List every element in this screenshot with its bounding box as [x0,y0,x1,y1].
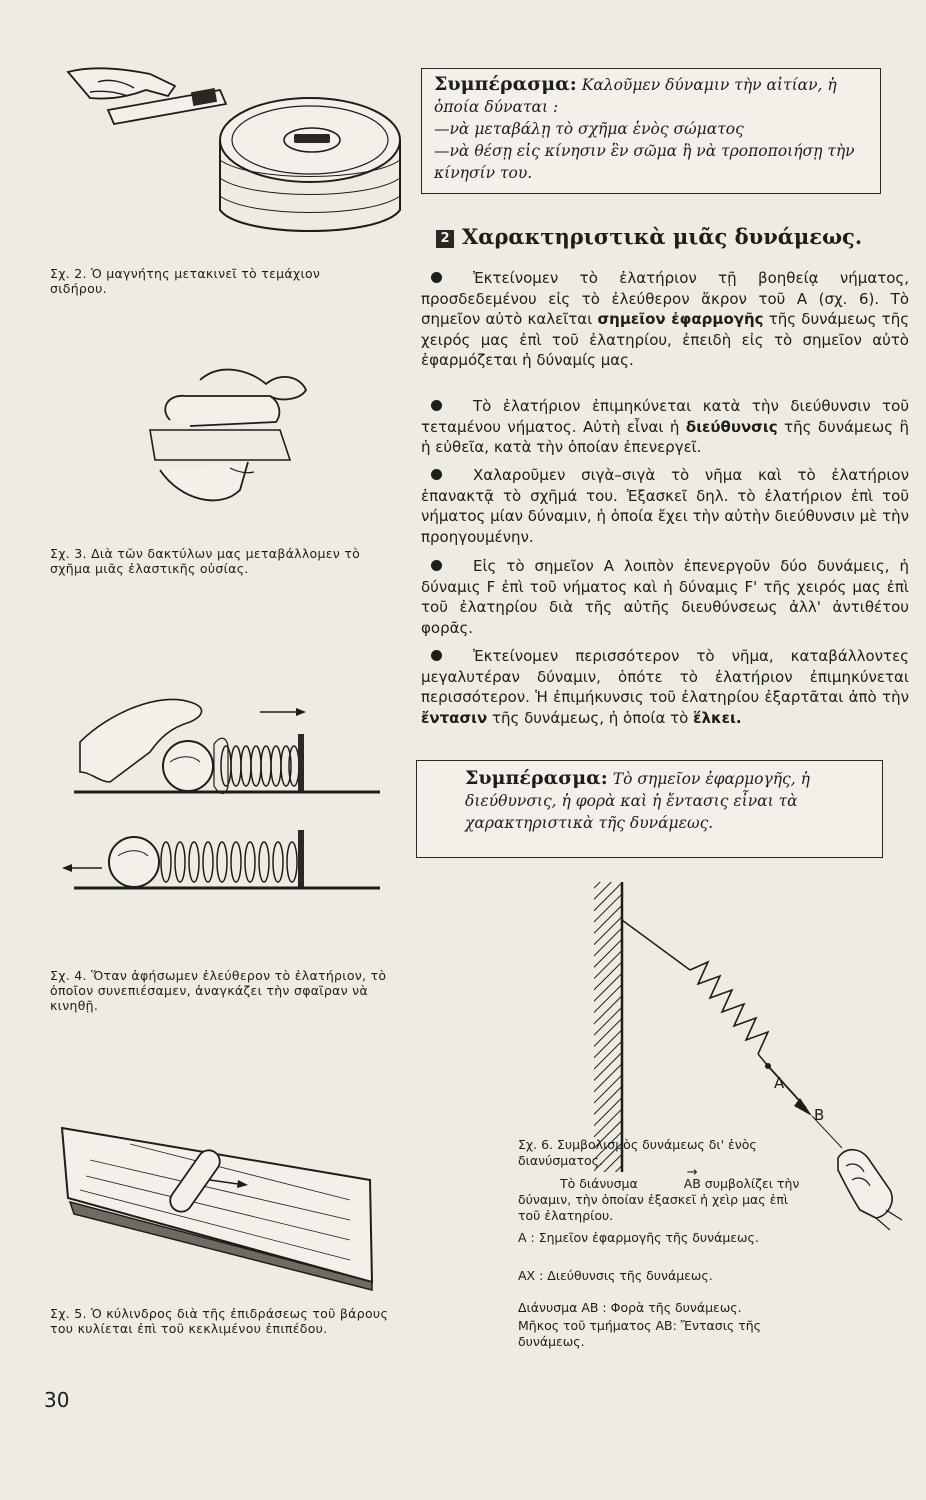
legend-direction: ΑΧ : Διεύθυνσις τῆς δυνάμεως. [518,1268,713,1283]
figure-3-caption: Σχ. 3. Διὰ τῶν δακτύλων μας μεταβάλλομεν τὸ σχῆμα μιᾶς ἐλαστικῆς οὐσίας. [50,546,361,576]
vector-ab: → ΑΒ [642,1176,701,1192]
figure-5-caption: Σχ. 5. Ὁ κύλινδρος διὰ τῆς ἐπιδράσεως τοῦ βάρους του κυλίεται ἐπὶ τοῦ κεκλιμένου ἐπιπέδου. [50,1306,389,1336]
legend-application-point: Α : Σημεῖον ἐφαρμογῆς τῆς δυνάμεως. [518,1230,759,1245]
figure-5-inclined-plane [50,1120,380,1300]
conclusion-1-title: Συμπέρασμα: [434,73,577,95]
paragraph-5: Ἐκτείνομεν περισσότερον τὸ νῆμα, καταβάλλοντες μεγαλυτέραν δύναμιν, ὁπότε τὸ ἐλατήριον ἐπιμηκύνεται περισσότερον. Ἡ ἐπιμήκυνσις τοῦ ἐλατηρίου ἐξαρτᾶται ἀπὸ τὴν ἔντασιν τῆς δυνάμεως, ἡ ὁποία τὸ ἕλκει. [421,647,909,727]
paragraph-3: Χαλαροῦμεν σιγὰ–σιγὰ τὸ νῆμα καὶ τὸ ἐλατήριον ἐπανακτᾷ τὸ σχῆμά του. Ἐξασκεῖ δηλ. τὸ ἐλατήριον ἐπὶ τοῦ νήματος μίαν δύναμιν, ἡ ὁποία ἔχει τὴν αὐτὴν διεύθυνσιν μὲ τὴν προηγουμένην. [421,466,909,546]
bullet-icon [431,272,442,283]
term-application-point: σημεῖον ἐφαρμογῆς [597,310,764,329]
bullet-icon [431,560,442,571]
section-number: 2 [436,230,454,248]
conclusion-2-title: Συμπέρασμα: [465,767,608,789]
conclusion-1-line2: —νὰ μεταβάλῃ τὸ σχῆμα ἑνὸς σώματος [434,120,744,138]
section-title: Χαρακτηριστικὰ μιᾶς δυνάμεως. [462,224,863,249]
figure-2-caption: Σχ. 2. Ὁ μαγνήτης μετακινεῖ τὸ τεμάχιον σιδήρου. [50,266,321,296]
bullet-icon [431,400,442,411]
bullet-icon [431,650,442,661]
conclusion-2-text [465,767,868,834]
paragraph-2: Τὸ ἐλατήριον ἐπιμηκύνεται κατὰ τὴν διεύθυνσιν τοῦ τεταμένου νήματος. Αὐτὴ εἶναι ἡ διεύθυνσις τῆς δυνάμεως ἢ ἡ εὐθεῖα, κατὰ τὴν ὁποίαν ἐπενεργεῖ. [421,397,909,457]
conclusion-box-1 [421,68,881,194]
figure-4-caption: Σχ. 4. Ὅταν ἀφήσωμεν ἐλεύθερον τὸ ἐλατήριον, τὸ ὁποῖον συνεπιέσαμεν, ἀναγκάζει τὴν σφαῖραν νὰ κινηθῇ. [50,968,387,1013]
legend-intensity: Μῆκος τοῦ τμήματος ΑΒ: Ἔντασις τῆς δυνάμεως. [518,1318,762,1349]
term-pulls: ἕλκει. [693,708,742,727]
bullet-icon [431,469,442,480]
figure-2-magnet [50,60,405,260]
section-heading [436,224,862,249]
point-a-label: A [774,1074,785,1092]
point-b-label: B [814,1106,825,1124]
conclusion-box-2 [416,760,883,858]
figure-6-description: Τὸ διάνυσμα → ΑΒ συμβολίζει τὴν δύναμιν, τὴν ὁποίαν ἐξασκεῖ ἡ χεὶρ μας ἐπὶ τοῦ ἐλατηρίου. [518,1176,808,1224]
legend-sense: Διάνυσμα ΑΒ : Φορὰ τῆς δυνάμεως. [518,1300,742,1315]
term-direction: διεύθυνσις [685,417,778,436]
paragraph-1: Ἐκτείνομεν τὸ ἐλατήριον τῇ βοηθείᾳ νήματος, προσδεδεμένου εἰς τὸ ἐλεύθερον ἄκρον τοῦ Α (σχ. 6). Τὸ σημεῖον αὐτὸ καλεῖται σημεῖον ἐφαρμογῆς τῆς δυνάμεως τῆς χειρός μας ἐπὶ τοῦ ἐλατηρίου, ἐπειδὴ εἰς τὸ σημεῖον αὐτὸ ἐφαρμόζεται ἡ δύναμίς μας. [421,269,909,370]
conclusion-2-body: Τὸ σημεῖον ἐφαρμογῆς, ἡ διεύθυνσις, ἡ φορὰ καὶ ἡ ἔντασις εἶναι τὰ χαρακτηριστικὰ τῆς δυνάμεως. [465,770,810,832]
conclusion-1-text [434,73,868,184]
figure-6-caption: Σχ. 6. Συμβολισμὸς δυνάμεως δι' ἑνὸς διανύσματος. [518,1137,757,1168]
conclusion-1-line1: Καλοῦμεν δύναμιν τὴν αἰτίαν, ἡ ὁποία δύναται : [434,76,837,116]
page-number: 30 [44,1388,70,1412]
figure-4-sphere-spring [50,672,395,962]
figure-3-elastic [130,350,390,530]
term-intensity: ἔντασιν [421,708,488,727]
conclusion-1-line3: —νὰ θέσῃ εἰς κίνησιν ἓν σῶμα ἢ νὰ τροποποιήσῃ τὴν κίνησίν του. [434,142,855,182]
paragraph-4: Εἰς τὸ σημεῖον Α λοιπὸν ἐπενεργοῦν δύο δυνάμεις, ἡ δύναμις F ἐπὶ τοῦ νήματος καὶ ἡ δύναμις F' τῆς χειρός μας ἐπὶ τοῦ ἐλατηρίου διὰ τῆς αὐτῆς διευθύνσεως ἀλλ' ἀντιθέτου φορᾶς. [421,557,909,637]
